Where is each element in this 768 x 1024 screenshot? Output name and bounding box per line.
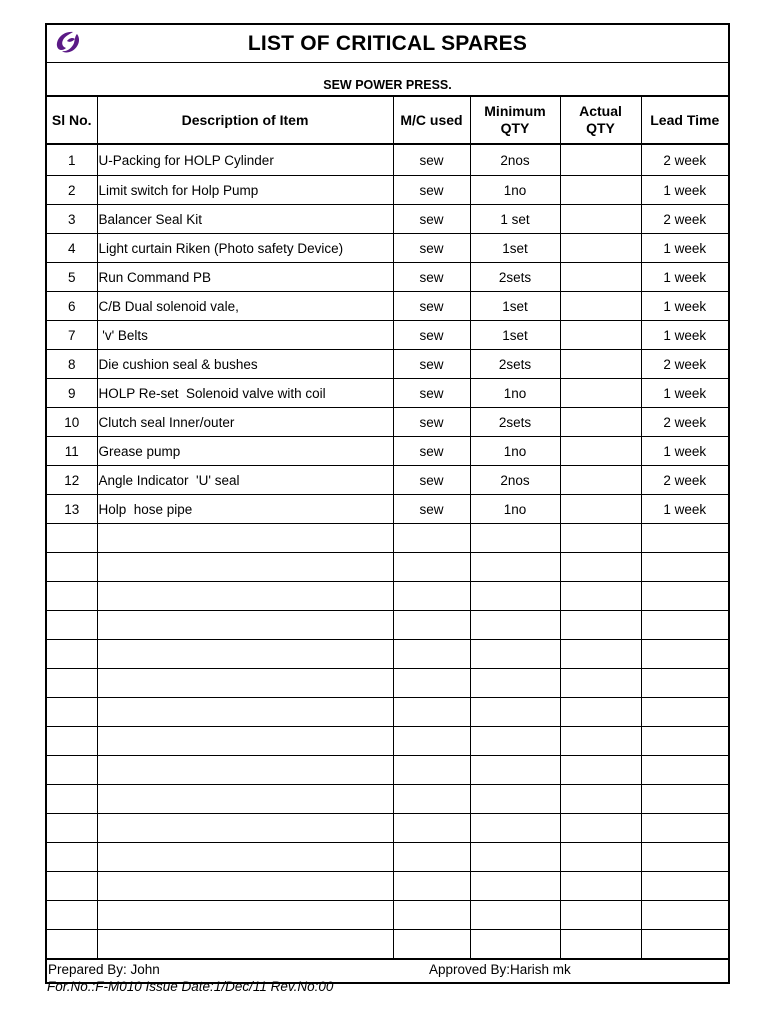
cell-lead-time [641,640,728,669]
cell-mc-used: sew [393,321,470,350]
document-title: LIST OF CRITICAL SPARES [247,31,528,55]
cell-mc-used: sew [393,292,470,321]
header-actual-line2: QTY [586,120,615,136]
table-row [47,437,728,466]
cell-description [97,611,393,640]
header-lead-time: Lead Time [641,97,728,144]
header-sl-no: Sl No. [47,97,97,144]
header-mc-used: M/C used [393,97,470,144]
cell-actual-qty [560,930,641,959]
cell-lead-time [641,756,728,785]
cell-mc-used [393,611,470,640]
cell-description: Grease pump [97,437,393,466]
table-row [47,379,728,408]
table-row [47,640,728,669]
cell-mc-used: sew [393,263,470,292]
cell-lead-time [641,553,728,582]
cell-sl-no: 12 [47,466,97,495]
cell-sl-no: 6 [47,292,97,321]
cell-actual-qty [560,144,641,176]
header-minimum-qty [470,97,560,144]
cell-sl-no [47,669,97,698]
cell-lead-time: 1 week [641,321,728,350]
cell-lead-time [641,930,728,959]
table-row [47,350,728,379]
cell-sl-no [47,698,97,727]
table-row [47,872,728,901]
cell-description [97,727,393,756]
cell-actual-qty [560,495,641,524]
cell-description: 'v' Belts [97,321,393,350]
cell-minimum-qty [470,872,560,901]
cell-actual-qty [560,756,641,785]
cell-minimum-qty: 1set [470,321,560,350]
cell-minimum-qty [470,553,560,582]
cell-actual-qty [560,582,641,611]
table-row [47,698,728,727]
cell-description: Clutch seal Inner/outer [97,408,393,437]
cell-actual-qty [560,234,641,263]
table-row [47,205,728,234]
cell-description: Die cushion seal & bushes [97,350,393,379]
cell-sl-no: 9 [47,379,97,408]
cell-sl-no [47,640,97,669]
cell-actual-qty [560,727,641,756]
cell-description [97,524,393,553]
cell-sl-no: 10 [47,408,97,437]
cell-mc-used: sew [393,176,470,205]
cell-minimum-qty: 2nos [470,466,560,495]
cell-mc-used [393,930,470,959]
table-row [47,553,728,582]
cell-minimum-qty [470,698,560,727]
cell-minimum-qty: 2sets [470,263,560,292]
cell-lead-time: 2 week [641,144,728,176]
cell-sl-no [47,756,97,785]
cell-actual-qty [560,669,641,698]
cell-sl-no: 11 [47,437,97,466]
table-row [47,727,728,756]
cell-actual-qty [560,901,641,930]
cell-lead-time: 1 week [641,263,728,292]
cell-lead-time [641,843,728,872]
document-subtitle: SEW POWER PRESS. [323,78,452,92]
cell-minimum-qty [470,843,560,872]
cell-mc-used: sew [393,466,470,495]
table-row [47,321,728,350]
cell-mc-used [393,698,470,727]
cell-actual-qty [560,785,641,814]
cell-description: Light curtain Riken (Photo safety Device) [97,234,393,263]
cell-sl-no [47,524,97,553]
cell-lead-time [641,582,728,611]
spares-sheet [45,23,730,984]
table-header-row [47,97,728,144]
cell-lead-time [641,785,728,814]
table-row [47,495,728,524]
cell-mc-used: sew [393,234,470,263]
cell-minimum-qty [470,756,560,785]
cell-minimum-qty [470,930,560,959]
cell-lead-time: 1 week [641,292,728,321]
cell-minimum-qty [470,814,560,843]
cell-minimum-qty: 1set [470,234,560,263]
cell-mc-used: sew [393,350,470,379]
cell-description [97,843,393,872]
cell-minimum-qty [470,901,560,930]
cell-lead-time [641,524,728,553]
cell-mc-used: sew [393,205,470,234]
subtitle-row [47,63,728,97]
table-row [47,524,728,553]
cell-lead-time [641,814,728,843]
cell-lead-time: 1 week [641,437,728,466]
cell-actual-qty [560,553,641,582]
cell-description [97,698,393,727]
cell-description [97,814,393,843]
cell-mc-used [393,640,470,669]
cell-minimum-qty [470,785,560,814]
cell-sl-no: 3 [47,205,97,234]
cell-minimum-qty [470,669,560,698]
cell-lead-time: 1 week [641,234,728,263]
cell-minimum-qty: 1no [470,495,560,524]
cell-lead-time: 1 week [641,176,728,205]
cell-lead-time: 2 week [641,466,728,495]
cell-mc-used [393,814,470,843]
cell-minimum-qty: 2sets [470,350,560,379]
company-logo-icon [53,29,85,57]
title-row [47,25,728,63]
cell-lead-time [641,611,728,640]
cell-actual-qty [560,437,641,466]
cell-description: U-Packing for HOLP Cylinder [97,144,393,176]
table-row [47,408,728,437]
cell-sl-no [47,930,97,959]
cell-minimum-qty [470,640,560,669]
cell-minimum-qty: 1no [470,437,560,466]
table-row [47,785,728,814]
header-minimum-line1: Minimum [484,103,546,119]
prepared-by: Prepared By: John [48,962,160,977]
cell-mc-used [393,872,470,901]
table-row [47,901,728,930]
cell-mc-used [393,669,470,698]
cell-sl-no: 7 [47,321,97,350]
cell-sl-no [47,611,97,640]
cell-sl-no [47,814,97,843]
form-number: For.No.:F-M010 Issue Date:1/Dec/11 Rev.No:00 [47,979,334,994]
table-row [47,611,728,640]
cell-minimum-qty: 2nos [470,144,560,176]
cell-minimum-qty: 1set [470,292,560,321]
cell-mc-used [393,901,470,930]
cell-actual-qty [560,350,641,379]
cell-minimum-qty: 1no [470,176,560,205]
cell-lead-time: 2 week [641,408,728,437]
cell-sl-no: 2 [47,176,97,205]
cell-minimum-qty [470,582,560,611]
cell-actual-qty [560,321,641,350]
spares-table [47,97,728,958]
cell-actual-qty [560,263,641,292]
cell-description [97,901,393,930]
cell-mc-used [393,524,470,553]
cell-minimum-qty: 2sets [470,408,560,437]
cell-description: Run Command PB [97,263,393,292]
cell-sl-no: 1 [47,144,97,176]
cell-lead-time: 2 week [641,350,728,379]
cell-lead-time [641,669,728,698]
cell-sl-no [47,582,97,611]
cell-sl-no [47,843,97,872]
cell-actual-qty [560,466,641,495]
cell-description [97,582,393,611]
cell-minimum-qty [470,727,560,756]
document-frame [45,23,730,984]
cell-sl-no [47,727,97,756]
table-row [47,466,728,495]
cell-lead-time: 1 week [641,379,728,408]
cell-mc-used [393,727,470,756]
header-actual-qty [560,97,641,144]
cell-description [97,785,393,814]
cell-actual-qty [560,379,641,408]
cell-sl-no: 5 [47,263,97,292]
cell-actual-qty [560,408,641,437]
cell-mc-used: sew [393,379,470,408]
cell-mc-used: sew [393,495,470,524]
cell-actual-qty [560,698,641,727]
cell-description: Limit switch for Holp Pump [97,176,393,205]
cell-sl-no [47,901,97,930]
cell-sl-no: 8 [47,350,97,379]
cell-lead-time [641,901,728,930]
cell-lead-time [641,727,728,756]
cell-description: Angle Indicator 'U' seal [97,466,393,495]
table-row [47,176,728,205]
cell-actual-qty [560,524,641,553]
cell-description [97,640,393,669]
header-description: Description of Item [97,97,393,144]
approved-by: Approved By:Harish mk [429,962,571,977]
cell-minimum-qty [470,611,560,640]
cell-mc-used: sew [393,408,470,437]
table-row [47,144,728,176]
cell-sl-no [47,872,97,901]
cell-mc-used [393,843,470,872]
cell-minimum-qty: 1 set [470,205,560,234]
table-row [47,669,728,698]
cell-actual-qty [560,205,641,234]
table-row [47,930,728,959]
cell-description: Balancer Seal Kit [97,205,393,234]
cell-description [97,553,393,582]
cell-actual-qty [560,176,641,205]
cell-lead-time [641,872,728,901]
table-row [47,292,728,321]
cell-sl-no [47,785,97,814]
cell-minimum-qty [470,524,560,553]
cell-mc-used: sew [393,437,470,466]
cell-actual-qty [560,640,641,669]
table-row [47,843,728,872]
cell-actual-qty [560,814,641,843]
cell-actual-qty [560,872,641,901]
cell-mc-used: sew [393,144,470,176]
cell-actual-qty [560,843,641,872]
cell-description [97,872,393,901]
cell-description: HOLP Re-set Solenoid valve with coil [97,379,393,408]
table-row [47,234,728,263]
cell-actual-qty [560,292,641,321]
cell-actual-qty [560,611,641,640]
table-row [47,582,728,611]
cell-lead-time: 1 week [641,495,728,524]
table-row [47,814,728,843]
table-row [47,756,728,785]
cell-sl-no [47,553,97,582]
cell-mc-used [393,553,470,582]
cell-mc-used [393,785,470,814]
cell-description [97,669,393,698]
cell-description [97,756,393,785]
cell-sl-no: 4 [47,234,97,263]
cell-mc-used [393,756,470,785]
cell-description: C/B Dual solenoid vale, [97,292,393,321]
cell-description: Holp hose pipe [97,495,393,524]
cell-description [97,930,393,959]
table-row [47,263,728,292]
header-actual-line1: Actual [579,103,622,119]
cell-mc-used [393,582,470,611]
cell-lead-time: 2 week [641,205,728,234]
cell-minimum-qty: 1no [470,379,560,408]
cell-sl-no: 13 [47,495,97,524]
cell-lead-time [641,698,728,727]
header-minimum-line2: QTY [500,120,530,136]
